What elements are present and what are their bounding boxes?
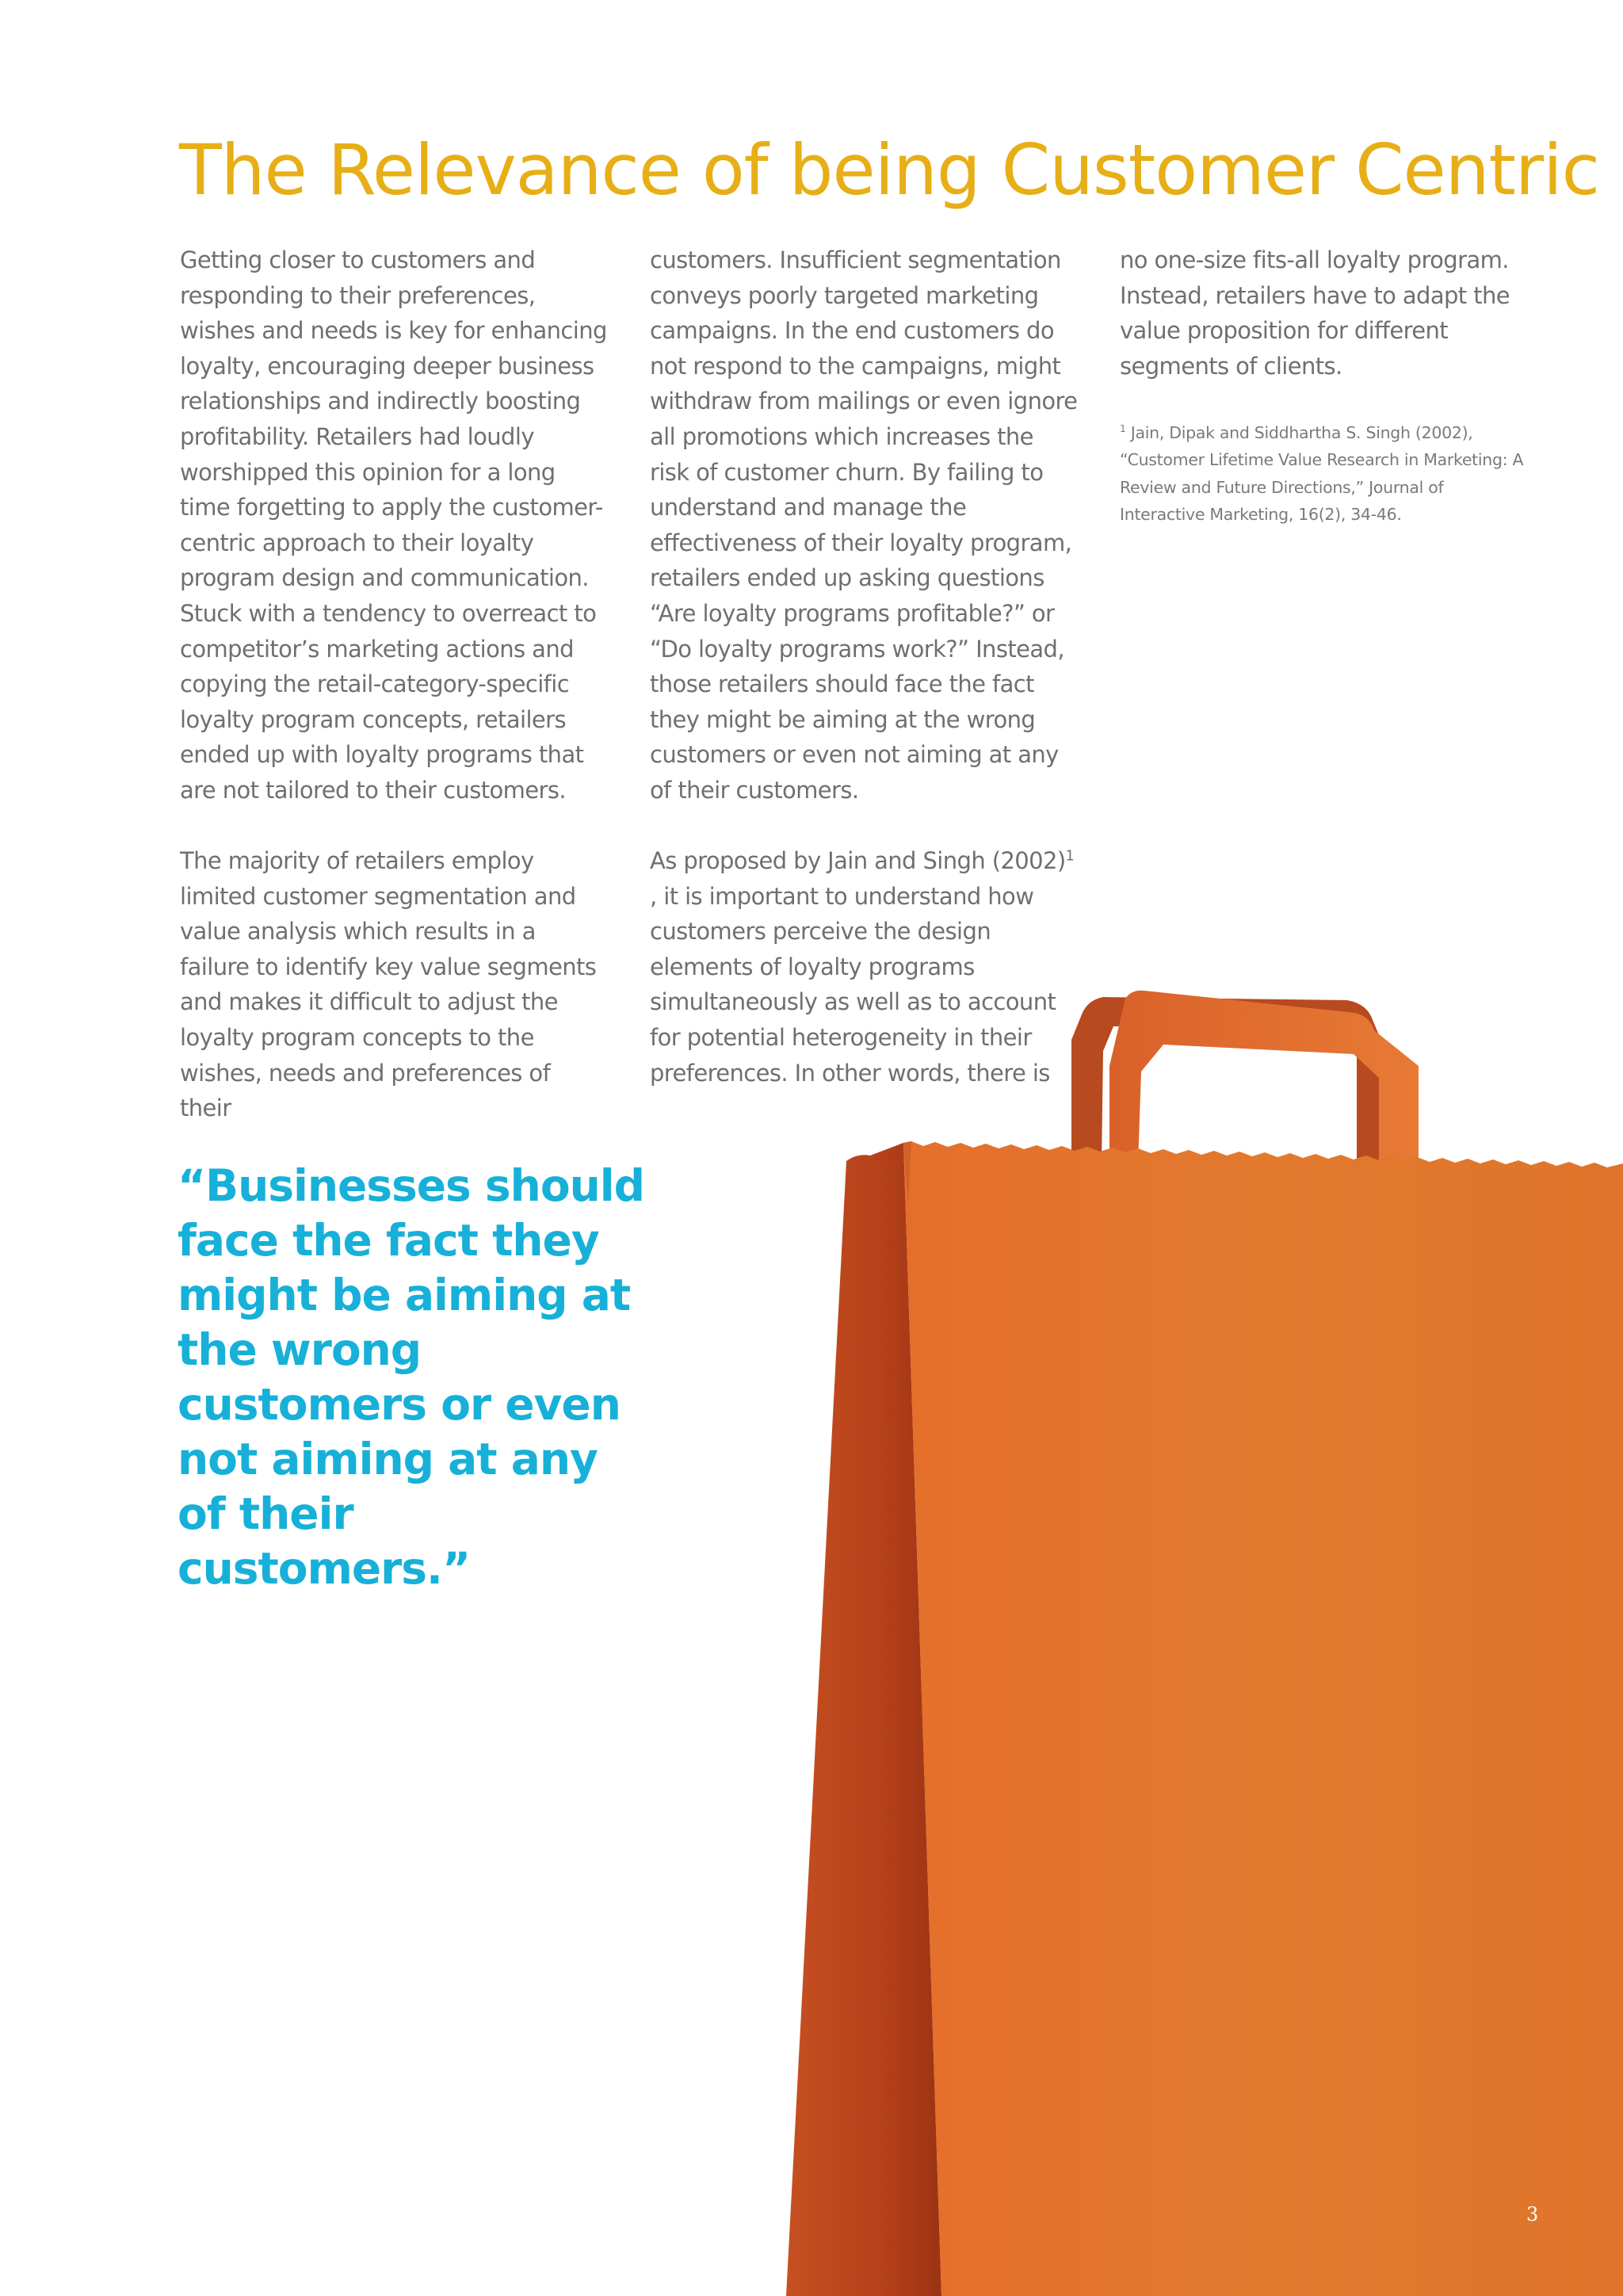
paragraph: The majority of retailers employ limited customer segmentation and value analysis which results in a failure to identify key value segments and makes it difficult to adjust the loyalty program concepts to the wishes, needs and preferences of their [180, 847, 597, 1122]
paragraph: no one-size fits-all loyalty program. Instead, retailers have to adapt the value proposition for different segments of clients. [1120, 246, 1510, 380]
footnote-reference[interactable]: 1 [1065, 848, 1075, 865]
paragraph: Getting closer to customers and responding to their preferences, wishes and needs is key for enhancing loyalty, encouraging deeper business relationships and indirectly boosting profitability. Retailers had loudly worshipped this opinion for a long time forgetting to apply the customer-centric approach to their loyalty program design and communication. Stuck with a tendency to overreact to competitor’s marketing actions and copying the retail-category-specific loyalty program concepts, retailers ended up with loyalty programs that are not tailored to their customers. [180, 246, 607, 804]
pull-quote: “Businesses should face the fact they might be aiming at the wrong customers or even not aiming at any of their customers.” [178, 1160, 644, 1594]
paragraph-text: , it is important to understand how customers perceive the design elements of loyalty programs simultaneously as well as to account for potential heterogeneity in their preferences. In other words, there is [650, 882, 1056, 1087]
page-number: 3 [1526, 2203, 1539, 2225]
paragraph-text: As proposed by Jain and Singh (2002) [650, 847, 1066, 875]
paragraph [650, 843, 1078, 1091]
text-column-2 [650, 243, 1078, 1126]
footnote-mark: 1 [1120, 423, 1126, 435]
bag-front [903, 1141, 1623, 2296]
text-column-1 [180, 243, 608, 1161]
paragraph: customers. Insufficient segmentation conveys poorly targeted marketing campaigns. In the end customers do not respond to the campaigns, might withdraw from mailings or even ignore all promotions which increases the risk of customer churn. By failing to understand and manage the effectiveness of their loyalty program, retailers ended up asking questions “Are loyalty programs profitable?” or “Do loyalty programs work?” Instead, those retailers should face the fact they might be aiming at the wrong customers or even not aiming at any of their customers. [650, 246, 1078, 804]
footnote [1120, 419, 1532, 529]
text-column-3 [1120, 243, 1532, 529]
footnote-text: Jain, Dipak and Siddhartha S. Singh (2002), “Customer Lifetime Value Research in Marketing: A Review and Future Directions,” Journal of Interactive Marketing, 16(2), 34-46. [1120, 422, 1524, 525]
page-title: The Relevance of being Customer Centric [179, 129, 1599, 211]
